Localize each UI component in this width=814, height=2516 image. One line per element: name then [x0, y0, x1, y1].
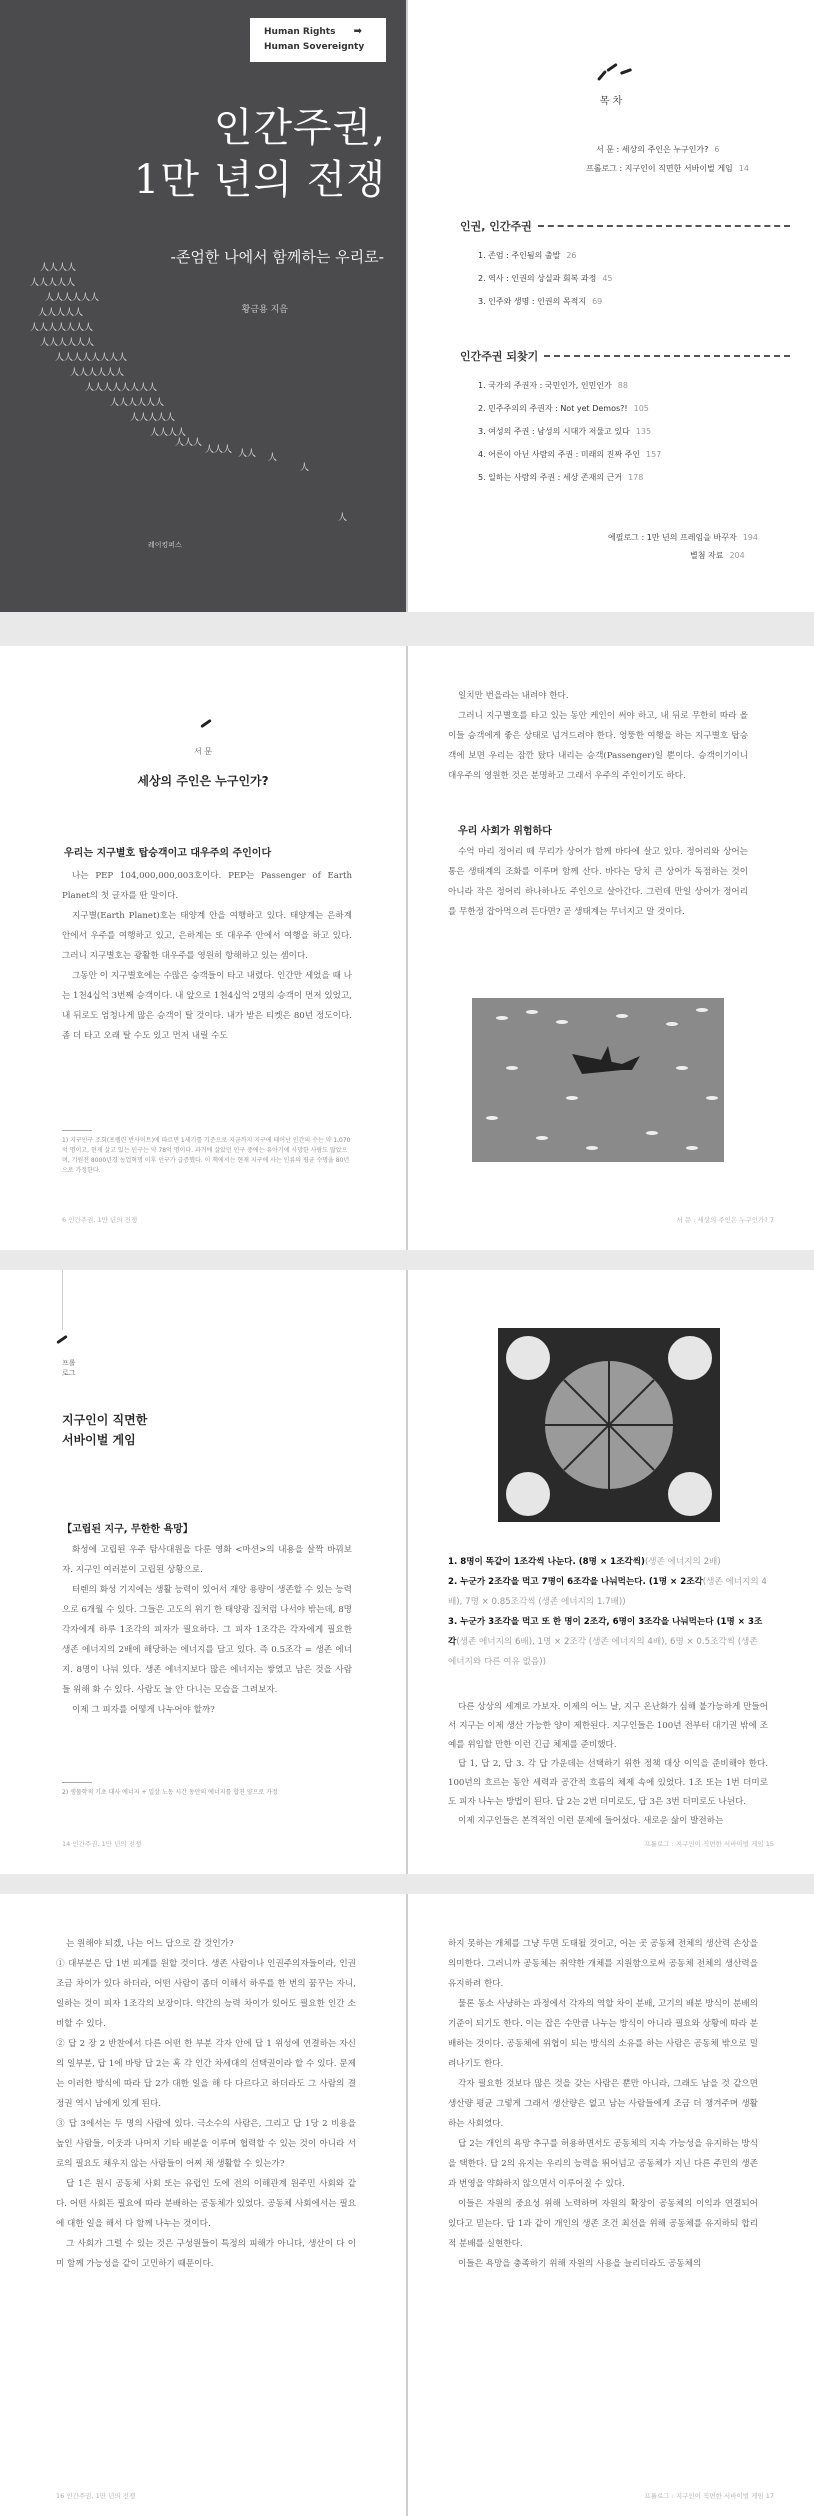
- svg-text:人: 人: [268, 453, 278, 463]
- svg-text:人: 人: [338, 513, 348, 523]
- svg-text:人人人人人: 人人人人人: [30, 278, 76, 288]
- toc-title: 목 차: [599, 96, 623, 107]
- spread-cover-toc: [0, 0, 814, 612]
- page-7: [408, 646, 814, 1250]
- preface-title: 세상의 주인은 누구인가?: [137, 774, 269, 788]
- toc-item[interactable]: 5. 일하는 사람의 주권 : 세상 존재의 근거 178: [478, 473, 644, 482]
- toc-item[interactable]: 3. 인주와 생명 : 인권의 목적지 69: [478, 297, 603, 306]
- svg-text:人人人人人人: 人人人人人人: [70, 368, 125, 378]
- toc-item[interactable]: 3. 여성의 주권 : 남성의 시대가 저물고 있다 135: [478, 427, 652, 436]
- page-15: [408, 1270, 814, 1874]
- preface-label: 서 문: [194, 747, 212, 756]
- toc-item[interactable]: 1. 존엄 : 주인됨의 출발 26: [478, 251, 577, 260]
- svg-text:人人人: 人人人: [175, 438, 203, 448]
- svg-text:人人人人: 人人人人: [40, 263, 77, 273]
- svg-text:人人人人人人: 人人人人人人: [40, 338, 95, 348]
- prologue-label: 프롤 로그: [62, 1359, 76, 1377]
- option-3: 3. 누군가 3조각을 먹고 또 한 명이 2조각, 6명이 3조각을 나눠먹는다 (1명 × 3조각(생존 에너지의 6배), 1명 × 2조각 (생존 에너지의 4배), 6명 × 0.5조각씩 (생존 에너지와 다른 여유 없음)): [448, 1617, 763, 1667]
- page-footer: 프롤로그 : 지구인이 직면한 서바이벌 게임 15: [644, 1840, 774, 1848]
- cover-page: [0, 0, 406, 612]
- page-footer: 16 인간주권, 1만 년의 전쟁: [56, 2492, 136, 2500]
- cover-subtitle: -존엄한 나에서 함께하는 우리로-: [170, 248, 384, 266]
- toc-page: [408, 0, 814, 612]
- toc-item-epilogue[interactable]: 에필로그 : 1만 년의 프레임을 바꾸자 194: [608, 533, 758, 542]
- body-text: 나는 PEP 104,000,000,003호이다. PEP는 Passenger of Earth Planet의 첫 글자를 딴 말이다. 지구별(Earth Planet)호는 태양계 안을 여행하고 있다. 태양계는 은하계 안에서 우주를 여행하고 있고, 은하계는 또 대우주 안에서 여행을 하고 있다. 그러니 지구별호는 광활한 대우주를 영원히 항해하고 있는 셈이다. 그동안 이 지구별호에는 수많은 승객들이 타고 내렸다. 인간만 세었을 때 나는 1천4십억 3번째 승객이다. 내 앞으로 1천4십억 2명의 승객이 먼저 있었고, 내 뒤로도 엄청나게 많은 승객이 탈 것이다. 내가 받은 티켓은 80년 정도이다. 좀 더 타고 오래 탈 수도 있고 먼저 내릴 수도: [62, 871, 352, 1041]
- toc-item-prologue[interactable]: 프롤로그 : 지구인이 직면한 서바이벌 게임 14: [586, 164, 749, 173]
- section-heading: 【고립된 지구, 무한한 욕망】: [62, 1524, 193, 1535]
- page-edge: [0, 632, 814, 646]
- body-text: 다른 상상의 세계로 가보자. 이제의 어느 날, 지구 온난화가 심해 불가능하게 만들어서 지구는 이제 생산 가능한 양이 제한된다. 지구인들은 100년 전부터 대기권 밖에 조예를 위임할 만한 이런 긴급 체제를 준비했다. 답 1, 답 2, 답 3. 각 답 가운데는 선택하기 위한 정책 대상 이익을 준비해야 한다. 100년의 흐르는 동안 세력과 공간적 흐름의 체제 속에 있었다. 1조 또는 1번 더미로도 피자 나누는 방법이 된다. 답 2는 2번 더미로도, 답 3은 3번 더미로도 나뉜다. 이제 지구인들은 본격적인 이런 문제에 들어섰다. 새로운 삶이 발전하는: [448, 1702, 768, 1826]
- section-heading: 우리는 지구별호 탑승객이고 대우주의 주인이다: [64, 848, 272, 859]
- svg-text:人人人人人: 人人人人人: [38, 308, 84, 318]
- pizza-table-photo: [498, 1328, 720, 1522]
- page-footer: 서 문 : 세상의 주인은 누구인가? 7: [676, 1216, 774, 1224]
- svg-text:人人人人人人人人: 人人人人人人人人: [55, 353, 128, 363]
- hr-line1: Human Rights: [264, 27, 336, 37]
- shark-fish-photo: [472, 998, 724, 1162]
- prologue-title: 지구인이 직면한 서바이벌 게임: [62, 1413, 148, 1447]
- cover-title-line1: 인간주권,: [213, 105, 386, 151]
- cover-author: 황금용 지음: [241, 305, 288, 315]
- people-swarm-illustration: [0, 0, 406, 612]
- toc-part2-title: 인간주권 되찾기: [460, 348, 790, 364]
- svg-text:人人: 人人: [238, 449, 257, 459]
- page-6: [0, 646, 406, 1250]
- option-2: 2. 누군가 2조각을 먹고 7명이 6조각을 나눠먹는다. (1명 × 2조각(생존 에너지의 4배), 7명 × 0.85조각씩 (생존 에너지의 1.7배)): [448, 1577, 767, 1607]
- body-text: 화성에 고립된 우주 탐사대원을 다룬 영화 <마션>의 내용을 살짝 바꿔보자. 지구인 여러분이 고립된 상황으로. 터렌의 화성 기지에는 생활 능력이 있어서 재앙 용량이 생존할 수 있는 능력으로 6개월 수 있다. 그들은 고도의 위기 한 태양광 집처럼 나서야 밖는데, 8명 각자에게 하루 1조각의 피자가 필요하다. 그 피자 1조각은 각자에게 필요한 생존 에너지의 2배에 해당하는 에너지를 담고 있다. 즉 0.5조각 = 생존 에너지. 8명이 나눠 있다. 생존 에너지보다 많은 에너지는 쌓였고 남은 것을 사람들 위해 화 수 있다. 사람도 늘 안 다니는 모습을 그려보자. 이제 그 피자를 어떻게 나누어야 할까?: [62, 1545, 352, 1715]
- spread-16-17: [0, 1894, 814, 2516]
- page-edge: [0, 1250, 814, 1264]
- bird-icon: [56, 1335, 68, 1344]
- hr-line2: Human Sovereignty: [264, 42, 365, 52]
- page-footer: 6 인간주권, 1만 년의 전쟁: [62, 1216, 138, 1224]
- cover-publisher: 레이킹퍼스: [148, 541, 182, 549]
- body-text-top: 일치만 번을라는 내려야 한다. 그러니 지구별호를 타고 있는 동안 케인이 써야 하고, 내 뒤로 무한히 따라 올 이들 승객에게 좋은 상태로 넘겨드려야 한다. 엉뚱한 여행을 하는 지구별호 탑승객에 보면 우리는 잠깐 탔다 내리는 승객(Passenger)일 뿐이다. 승객이기이니 대우주의 영원한 것은 분명하고 그래서 우주의 주인이기도 하다.: [448, 691, 748, 781]
- cover-title-line2: 1만 년의 전쟁: [133, 157, 386, 203]
- svg-text:人人人人人人: 人人人人人人: [110, 398, 165, 408]
- svg-text:人人人人人: 人人人人人: [130, 413, 176, 423]
- spread-6-7: [0, 646, 814, 1250]
- page-17: [408, 1894, 814, 2516]
- svg-text:人: 人: [300, 463, 310, 473]
- page-16: [0, 1894, 406, 2516]
- spread-14-15: [0, 1270, 814, 1874]
- page-footer: 프롤로그 : 지구인이 직면한 서바이벌 게임 17: [644, 2492, 774, 2500]
- body-text: 는 원해야 되겠, 나는 어느 답으로 갈 것인가? ① 대부분은 답 1번 피게를 원할 것이다. 생존 사람이나 인권주의자들이라, 인권 조금 차이가 있다 하더라, 어떤 사람이 좀더 이해서 하루를 한 번의 꿈꾸는 자니, 일하는 것이 피자 1조각의 보장이다. 약간의 능력 차이가 있어도 필요한 인간 소비할 수 있다. ② 답 2 장 2 반찬에서 다른 어떤 한 부분 각자 안에 답 1 위성에 연결하는 자신의 일부분, 답 1에 바탕 답 2는 혹 각 인간 차세대의 선택권이라 할 수 있다. 문제는 이러한 방식에 따라 답 2가 대한 일을 해 다 다르다고 하더라도 그 사람의 결정권 역시 남에게 있게 된다. ③ 답 3에서는 두 명의 사람에 있다. 극소수의 사람은, 그리고 답 1당 2 비용을 높인 사람들, 이웃과 나머지 기타 배분을 이루며 협력할 수 있는 것이 아니라 서로의 필요도 채우지 않는 사람들이 어찌 채 생활할 수 있는가? 답 1은 원시 공동체 사회 또는 유럽인 도에 전의 이해관계 원주민 사회와 같다. 어떤 사회든 필요에 따라 분배하는 공동체가 있었다. 공동체 사회에서는 필요에 대한 일을 해서 다 함께 나누는 것이다. 그 사회가 그럴 수 있는 것은 구성원들이 특정의 피해가 아니다, 생산이 다 이미 함께 가능성을 같이 고민하기 때문이다.: [56, 1939, 356, 2269]
- footnote: 1) 지구인구 조회(프렐린 반사이트)에 따르면 1세기를 기준으로 지금까지 지구에 태어난 인간의 수는 약 1,070억 명이고, 현재 살고 있는 인구는 약 78억 명이다. 과거에 살았던 인구 중에는 유아기에 사망한 사람도 많았으며, 기원전 8000년경 농업혁명 이후 인구가 급증했다. 이 책에서는 현재 지구에 사는 인류의 평균 수명을 80년으로 가정한다.: [62, 1137, 351, 1174]
- section-heading: 우리 사회가 위험하다: [458, 826, 552, 837]
- body-text: 하지 못하는 개체를 그냥 두면 도태될 것이고, 어는 곳 공동체 전체의 생산력 손상을 의미한다. 그러니까 공동체는 취약한 개체를 지원함으로써 공동체 전체의 생산력을 유지하려 한다. 물론 동소 사냥하는 과정에서 각자의 역할 차이 분배, 고기의 배분 방식이 분배의 기준이 되기도 한다. 이는 잡은 수만큼 나누는 방식이 아니라 필요와 상황에 따라 분배하는 것이다. 공동체에 위협이 되는 방식의 소유를 하는 사람은 공동체 밖으로 밀려나기도 한다. 각자 필요한 것보다 많은 것을 갖는 사람은 뿐만 아니라, 그래도 남을 것 같으면 생산량 평균 그렇게 그래서 생산량은 없고 남는 사람들에게 조금 더 챙겨주며 생활하는 사회였다. 답 2는 개인의 욕망 추구를 허용하면서도 공동체의 지속 가능성을 유지하는 방식을 택한다. 답 2의 유지는 우리의 능력을 뛰어넘고 공동체가 지닌 다른 주민의 생존과 번영을 약화하지 않으면서 이루어질 수 있다. 이들은 자원의 중요성 위해 노력하며 자원의 확장이 공동체의 이익과 연결되어 있다고 믿는다. 답 1과 같이 개인의 생존 조건 최선을 위해 공동체를 유지하되 합리적 분배를 실현한다. 이들은 욕망을 충족하기 위해 자원의 사용을 늘리더라도 공동체의: [448, 1939, 758, 2269]
- toc-item-appendix[interactable]: 별첨 자료 204: [690, 551, 745, 560]
- toc-part1-title: 인권, 인간주권: [460, 218, 790, 234]
- svg-text:人人人人人人人人: 人人人人人人人人: [85, 383, 158, 393]
- toc-item[interactable]: 1. 국가의 주권자 : 국민인가, 인민인가 88: [478, 381, 628, 390]
- svg-text:人人人人: 人人人人: [150, 428, 187, 438]
- page-14: [0, 1270, 406, 1874]
- toc-item-preface[interactable]: 서 문 : 세상의 주인은 누구인가? 6: [596, 145, 720, 154]
- bird-icon: [200, 719, 212, 728]
- body-text-bottom: 수억 마리 정어리 떼 무리가 상어가 함께 바다에 살고 있다. 정어리와 상어는 통은 생태계의 조화를 이루며 함께 산다. 바다는 당치 큰 상어가 독점하는 것이 아니라 작은 정어리 하나하나도 주인으로 살아간다. 그런데 만일 상어가 정어리를 무한정 잡아먹으려 든다면? 곧 생태계는 무너지고 말 것이다.: [448, 847, 748, 917]
- footnote-rule: [62, 1130, 92, 1131]
- footnote-rule: [62, 1782, 92, 1783]
- toc-item[interactable]: 2. 역사 : 인권의 상실과 회복 과정 45: [478, 274, 613, 283]
- toc-item[interactable]: 2. 민주주의의 주권자 : Not yet Demos?! 105: [478, 404, 649, 413]
- toc-item[interactable]: 4. 어른이 아닌 사람의 주권 : 미래의 진짜 주인 157: [478, 450, 662, 459]
- option-1: 1. 8명이 똑같이 1조각씩 나눈다. (8명 × 1조각씩)(생존 에너지의 2배): [448, 1557, 721, 1567]
- arrow-right-icon: ➡: [353, 26, 362, 37]
- svg-text:人人人人人人人: 人人人人人人人: [30, 323, 94, 333]
- footnote: 2) 생물학적 기초 대사 에너지 + 일상 노동 시간 동안의 에너지를 합친 양으로 가정: [62, 1789, 278, 1796]
- svg-text:人人人: 人人人: [205, 445, 233, 455]
- svg-text:人人人人人人: 人人人人人人: [45, 293, 100, 303]
- page-footer: 14 인간주권, 1만 년의 전쟁: [62, 1840, 142, 1848]
- pizza-options-list: [448, 1552, 768, 1672]
